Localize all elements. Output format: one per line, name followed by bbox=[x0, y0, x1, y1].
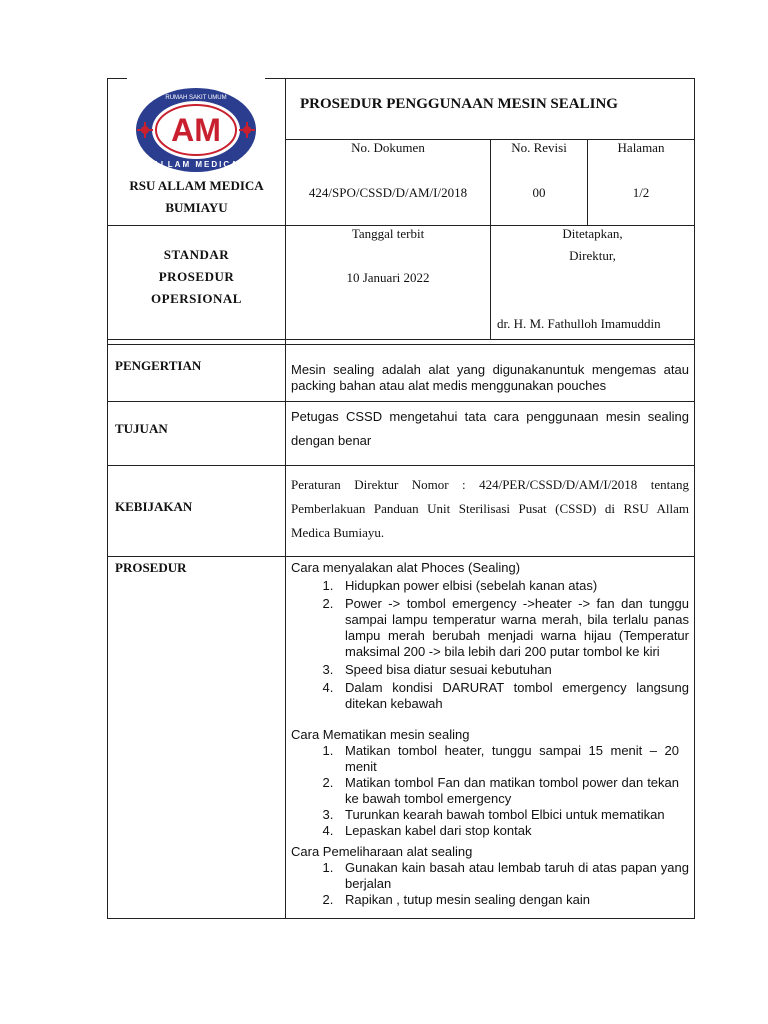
halaman-value: 1/2 bbox=[632, 185, 650, 200]
ditetapkan-label: Ditetapkan, bbox=[562, 226, 623, 241]
hospital-name-line2: BUMIAYU bbox=[165, 200, 228, 215]
step-item: 1. Hidupkan power elbisi (sebelah kanan atas) bbox=[337, 578, 689, 594]
hospital-name bbox=[108, 178, 285, 216]
step-list bbox=[291, 743, 689, 839]
step-item: 1. Matikan tombol heater, tunggu sampai 15 menit – 20 menit bbox=[337, 743, 679, 775]
document-title: PROSEDUR PENGGUNAAN MESIN SEALING bbox=[300, 96, 618, 112]
section-heading: Cara Mematikan mesin sealing bbox=[291, 727, 470, 742]
pengertian-label: PENGERTIAN bbox=[115, 358, 202, 373]
spo-line2: PROSEDUR bbox=[158, 269, 235, 284]
prosedur-section-1 bbox=[291, 560, 689, 712]
spo-line1: STANDAR bbox=[163, 247, 230, 262]
step-item: 3. Speed bisa diatur sesuai kebutuhan bbox=[337, 662, 689, 678]
prosedur-label: PROSEDUR bbox=[115, 560, 187, 575]
step-item: 1. Gunakan kain basah atau lembab taruh di atas papan yang berjalan bbox=[337, 860, 689, 892]
tanggal-terbit-value: 10 Januari 2022 bbox=[346, 270, 430, 285]
direktur-label: Direktur, bbox=[569, 248, 616, 263]
director-name: dr. H. M. Fathulloh Imamuddin bbox=[497, 316, 661, 331]
step-list bbox=[291, 860, 689, 908]
tujuan-text: Petugas CSSD mengetahui tata cara penggunaan mesin sealing dengan benar bbox=[291, 409, 689, 448]
no-revisi-value: 00 bbox=[532, 185, 546, 200]
kebijakan-text: Peraturan Direktur Nomor : 424/PER/CSSD/D/AM/I/2018 tentang Pemberlakuan Panduan Unit Sterilisasi Pusat (CSSD) di RSU Allam Medica Bumiayu. bbox=[291, 477, 689, 540]
logo-top-text: RUMAH SAKIT UMUM bbox=[165, 95, 227, 101]
prosedur-section-2 bbox=[291, 727, 689, 839]
spo-line3: OPERSIONAL bbox=[151, 291, 242, 306]
spo-label bbox=[108, 247, 285, 307]
step-list bbox=[291, 578, 689, 712]
step-item: 2. Power -> tombol emergency ->heater -> fan dan tunggu sampai lampu temperatur warna merah, bila terlalu panas lampu merah berubah menjadi warna hijau (Temperatur maksimal 200 -> bila lebih dari 200 putar tombol ke kiri bbox=[337, 596, 689, 660]
logo-initials: AM bbox=[171, 112, 221, 148]
no-revisi-label: No. Revisi bbox=[511, 140, 567, 155]
step-item: 2. Rapikan , tutup mesin sealing dengan kain bbox=[337, 892, 689, 908]
halaman-label: Halaman bbox=[617, 140, 665, 155]
step-item: 3. Turunkan kearah bawah tombol Elbici untuk mematikan bbox=[337, 807, 679, 823]
section-heading: Cara Pemeliharaan alat sealing bbox=[291, 844, 473, 859]
tujuan-label: TUJUAN bbox=[115, 421, 168, 436]
hospital-logo bbox=[134, 86, 258, 174]
no-dokumen-value: 424/SPO/CSSD/D/AM/I/2018 bbox=[308, 185, 468, 200]
tanggal-terbit-label: Tanggal terbit bbox=[351, 226, 425, 241]
step-item: 4. Dalam kondisi DARURAT tombol emergency langsung ditekan kebawah bbox=[337, 680, 689, 712]
logo-bottom-text: ALLAM MEDICA bbox=[153, 160, 239, 169]
step-item: 2. Matikan tombol Fan dan matikan tombol power dan tekan ke bawah tombol emergency bbox=[337, 775, 679, 807]
hospital-name-line1: RSU ALLAM MEDICA bbox=[129, 178, 264, 193]
section-heading: Cara menyalakan alat Phoces (Sealing) bbox=[291, 560, 521, 575]
prosedur-section-3 bbox=[291, 844, 689, 908]
no-dokumen-label: No. Dokumen bbox=[351, 140, 425, 155]
pengertian-text: Mesin sealing adalah alat yang digunakanuntuk mengemas atau packing bahan atau alat medis menggunakan pouches bbox=[291, 362, 689, 393]
kebijakan-label: KEBIJAKAN bbox=[115, 499, 193, 514]
step-item: 4. Lepaskan kabel dari stop kontak bbox=[337, 823, 679, 839]
